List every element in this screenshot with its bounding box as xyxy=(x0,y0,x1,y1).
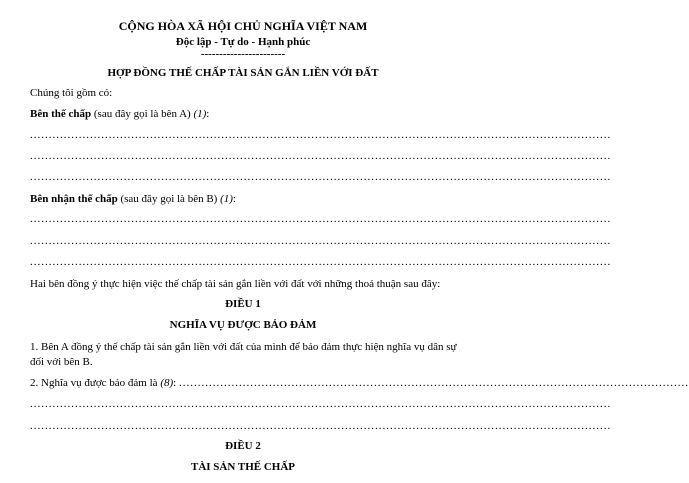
party-b-blank-3: ........................................................................................................................................................... xyxy=(30,256,612,268)
party-a-desc: (sau đây gọi là bên A) xyxy=(91,108,194,120)
agreement-text: Hai bên đồng ý thực hiện việc thế chấp tài sản gắn liền với đất với những thoả thuận sau đây: xyxy=(30,278,441,290)
article-2-heading: ĐIỀU 2 xyxy=(225,440,261,452)
party-a-blank-2: ........................................................................................................................................................... xyxy=(30,150,612,162)
item-2-colon: : xyxy=(173,377,177,389)
article-1-item-1-line-2: đối với bên B. xyxy=(30,356,93,368)
intro-text: Chúng tôi gồm có: xyxy=(30,87,113,99)
party-b-line xyxy=(30,192,236,206)
item-2-note: (8) xyxy=(160,377,174,389)
article-1-heading: ĐIỀU 1 xyxy=(225,298,261,310)
article-2-title: TÀI SẢN THẾ CHẤP xyxy=(190,461,295,473)
party-b-blank-1: ........................................................................................................................................................... xyxy=(30,213,612,225)
national-motto: Độc lập - Tự do - Hạnh phúc xyxy=(175,36,311,48)
party-a-note: (1) xyxy=(193,108,207,120)
party-a-label: Bên thế chấp xyxy=(30,108,92,120)
party-a-blank-1: ........................................................................................................................................................... xyxy=(30,129,612,141)
title-separator: ----------------------- xyxy=(200,48,286,60)
item-2-blank-2: ........................................................................................................................................................... xyxy=(30,420,612,432)
party-b-note: (1) xyxy=(220,193,233,205)
party-a-colon: : xyxy=(206,108,210,120)
party-b-blank-2: ........................................................................................................................................................... xyxy=(30,235,612,247)
article-1-item-2-line xyxy=(30,376,689,390)
article-1-title: NGHĨA VỤ ĐƯỢC BẢO ĐẢM xyxy=(169,319,317,331)
contract-title: HỢP ĐỒNG THẾ CHẤP TÀI SẢN GẮN LIỀN VỚI ĐẤT xyxy=(107,67,379,79)
party-b-colon: : xyxy=(232,193,236,205)
item-2-label: 2. Nghĩa vụ được bảo đảm là xyxy=(30,377,161,389)
party-b-label: Bên nhận thế chấp xyxy=(30,193,118,205)
article-1-item-1-line-1: 1. Bên A đồng ý thế chấp tài sản gắn liền với đất của mình để bảo đảm thực hiện nghĩa vụ dân sự xyxy=(30,341,457,353)
party-a-blank-3: ........................................................................................................................................................... xyxy=(30,171,612,183)
party-a-line xyxy=(30,107,209,121)
item-2-blank: ........................................................................................................................................ xyxy=(178,377,689,389)
national-title: CỘNG HÒA XÃ HỘI CHỦ NGHĨA VIỆT NAM xyxy=(118,19,368,33)
item-2-blank-1: ........................................................................................................................................................... xyxy=(30,398,612,410)
party-b-desc: (sau đây gọi là bên B) xyxy=(117,193,221,205)
